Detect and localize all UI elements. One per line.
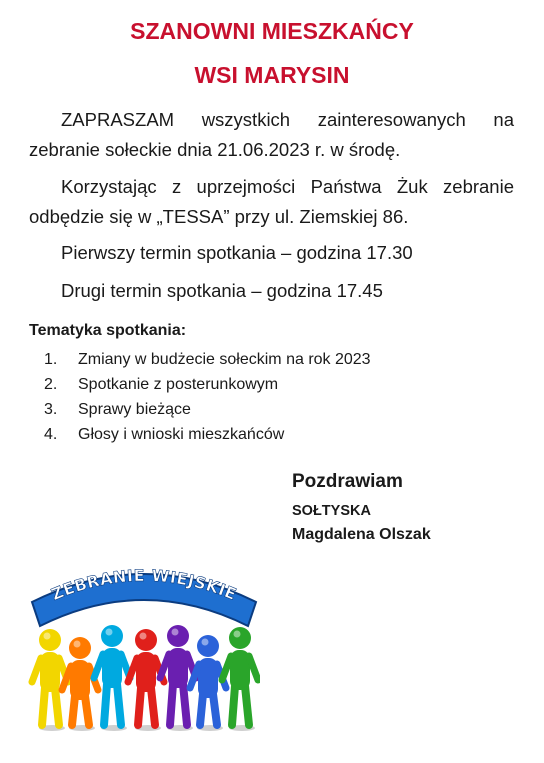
invitation-paragraph: ZAPRASZAM wszystkich zainteresowanych na zebranie sołeckie dnia 21.06.2023 r. w środę. bbox=[29, 109, 514, 160]
agenda-list bbox=[44, 347, 371, 447]
list-item-text: Sprawy bieżące bbox=[78, 401, 191, 418]
person-figure bbox=[94, 625, 130, 731]
person-figure bbox=[222, 627, 258, 731]
list-item bbox=[44, 347, 371, 372]
agenda-heading: Tematyka spotkania: bbox=[29, 322, 187, 339]
list-item-number: 1. bbox=[44, 351, 58, 368]
signature-role: SOŁTYSKA bbox=[292, 503, 371, 519]
title-line-1: SZANOWNI MIESZKAŃCY bbox=[130, 18, 414, 44]
second-term-line: Drugi termin spotkania – godzina 17.45 bbox=[61, 280, 383, 301]
people-figures bbox=[32, 625, 258, 731]
list-item-text: Głosy i wnioski mieszkańców bbox=[78, 426, 285, 443]
list-item bbox=[44, 372, 371, 397]
list-item-text: Spotkanie z posterunkowym bbox=[78, 376, 279, 393]
banner-text: ZEBRANIE WIEJSKIE bbox=[48, 565, 240, 605]
list-item-number: 4. bbox=[44, 426, 58, 443]
list-item-number: 3. bbox=[44, 401, 58, 418]
venue-paragraph: Korzystając z uprzejmości Państwa Żuk zebranie odbędzie się w „TESSA” przy ul. Ziemskiej 86. bbox=[29, 176, 514, 227]
list-item-number: 2. bbox=[44, 376, 58, 393]
signature-greeting: Pozdrawiam bbox=[292, 471, 403, 492]
person-figure bbox=[62, 637, 98, 731]
list-item bbox=[44, 422, 371, 447]
list-item bbox=[44, 397, 371, 422]
list-item-text: Zmiany w budżecie sołeckim na rok 2023 bbox=[78, 351, 371, 368]
signature-name: Magdalena Olszak bbox=[292, 526, 431, 543]
first-term-line: Pierwszy termin spotkania – godzina 17.30 bbox=[61, 242, 413, 263]
village-meeting-clipart bbox=[28, 560, 260, 735]
title-line-2: WSI MARYSIN bbox=[194, 62, 350, 88]
